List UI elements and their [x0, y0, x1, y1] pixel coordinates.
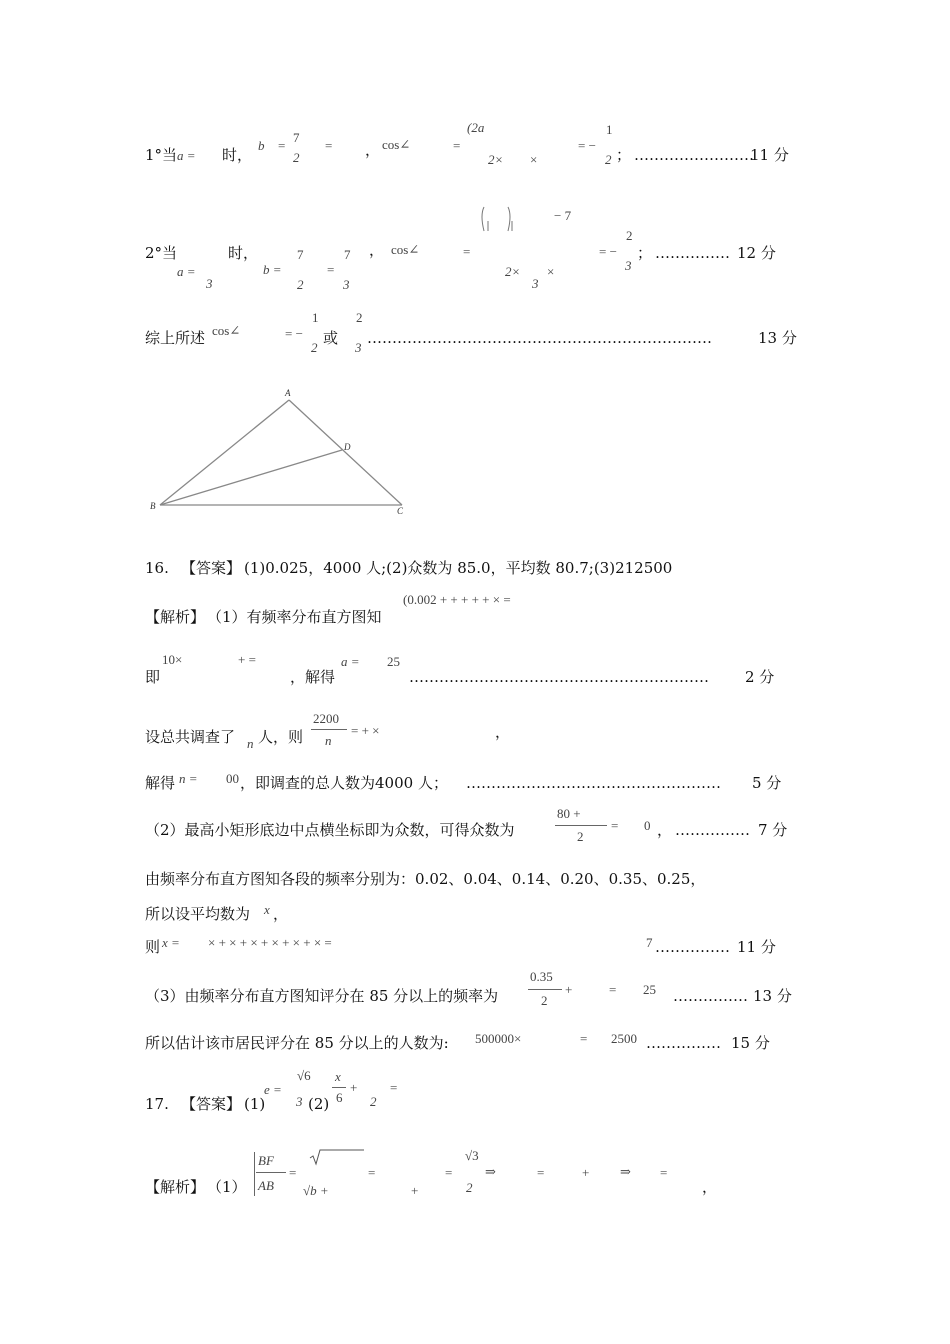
q17-three: 3	[296, 1094, 303, 1109]
q16-score7: 7 分	[758, 821, 788, 839]
case1-a-eq: a =	[177, 148, 196, 163]
q17-bf: BF	[258, 1153, 274, 1168]
q17-x-num: x	[335, 1069, 341, 1084]
q16-analysis-label: 【解析】	[145, 608, 206, 626]
q16-n-eq: n =	[179, 771, 198, 786]
case2-eq: =	[327, 262, 335, 277]
q16-est-eq: =	[580, 1031, 588, 1046]
q17-ab: AB	[258, 1178, 274, 1193]
edge-bd	[160, 450, 342, 505]
q17-x-frac-bar	[332, 1087, 346, 1088]
q16-p3-den: 2	[541, 993, 548, 1008]
case2-seven: 7	[297, 247, 304, 262]
q16-ze: 则	[145, 938, 161, 956]
q17-plus: +	[350, 1080, 358, 1095]
q17-imp2: ⇒	[620, 1164, 631, 1179]
q17-imp: ⇒	[485, 1164, 496, 1179]
q16-total-text: ，即调查的总人数为4000 人；	[240, 774, 448, 792]
case1-den2: 2	[293, 150, 300, 165]
case2-semicolon: ；	[637, 244, 653, 262]
case1-cos: cos∠	[382, 137, 411, 152]
case2-minus7: − 7	[554, 208, 572, 223]
edge-ab	[160, 400, 289, 505]
q16-x-var: x	[264, 902, 270, 917]
q16-p3-val: 25	[643, 982, 656, 997]
q16-answer-label: 【答案】	[181, 559, 242, 577]
vertex-d-label: D	[344, 442, 351, 452]
case1-score: 11 分	[750, 146, 789, 164]
q16-dots11: ……………	[655, 938, 730, 956]
q17-two2: 2	[466, 1180, 473, 1195]
case1-eq3: =	[453, 138, 461, 153]
vertex-c-label: C	[397, 506, 404, 516]
q16-mean-text: 所以设平均数为	[145, 905, 251, 923]
q16-est-formula: 500000×	[475, 1031, 522, 1046]
q16-score15: 15 分	[731, 1034, 770, 1052]
q16-n-val: 00	[226, 771, 239, 786]
q16-p2-num: 80 +	[557, 806, 581, 821]
case2-seven2: 7	[344, 247, 351, 262]
q17-sqrt-top-icon	[309, 1148, 365, 1166]
case1-b: b	[258, 138, 265, 153]
q16-dots15: ……………	[646, 1034, 721, 1052]
q17-analysis-p: （1）	[207, 1178, 247, 1196]
q16-dots5: ……………………………………………	[466, 774, 721, 792]
q16-score11: 11 分	[737, 938, 776, 956]
q16-solve: ，解得	[290, 668, 336, 686]
q16-est-val: 2500	[611, 1031, 637, 1046]
q16-answer-text: (1)0.025，4000 人;(2)众数为 85.0，平均数 80.7;(3)212500	[244, 559, 673, 577]
q17-eq5: =	[660, 1165, 668, 1180]
q16-p2-eq: =	[611, 818, 619, 833]
q16-score5: 5 分	[752, 774, 782, 792]
vertex-a-label: A	[285, 388, 291, 398]
case1-eq2: =	[325, 138, 333, 153]
q16-formula2-plus: + =	[238, 652, 256, 667]
case2-times: ×	[547, 264, 555, 279]
case2-comma: ，	[369, 241, 385, 259]
q16-a-val: 25	[387, 654, 400, 669]
case2-three2: 3	[343, 277, 350, 292]
q16-dots13: ……………	[673, 987, 748, 1005]
case2-two: 2	[297, 277, 304, 292]
case2-eq2: =	[463, 244, 471, 259]
vertex-b-label: B	[150, 501, 156, 511]
summary-label: 综上所述	[145, 329, 206, 347]
q17-plus2: +	[411, 1183, 419, 1198]
q16-ren-ze: 人，则	[258, 728, 304, 746]
q17-p2: (2)	[308, 1095, 330, 1113]
summary-one: 1	[312, 310, 319, 325]
q17-eq: =	[390, 1080, 398, 1095]
case2-b-eq: b =	[263, 262, 282, 277]
q17-eq1: =	[289, 1165, 297, 1180]
summary-cos: cos∠	[212, 323, 241, 338]
case2-score: 12 分	[737, 244, 776, 262]
case2-two-times: 2×	[505, 264, 521, 279]
case1-dots: ……………………	[634, 146, 754, 164]
q16-frac-den: n	[325, 733, 332, 748]
q16-number: 16.	[145, 559, 169, 577]
q16-dots7: ……………	[675, 821, 750, 839]
q17-plus3: +	[582, 1165, 590, 1180]
q17-number: 17.	[145, 1095, 169, 1113]
case1-eq: =	[278, 138, 286, 153]
q16-p3-num: 0.35	[530, 969, 553, 984]
q16-n: n	[247, 736, 254, 751]
q16-p2-val: 0	[644, 818, 651, 833]
case1-num7: 7	[293, 130, 300, 145]
case2-paren-marks	[474, 203, 524, 233]
q17-end-comma: ，	[702, 1178, 718, 1196]
case1-two: 2	[605, 152, 612, 167]
q16-freq-text: 由频率分布直方图知各段的频率分别为：0.02、0.04、0.14、0.20、0.35、0.25，	[145, 870, 706, 888]
q17-eq4: =	[537, 1165, 545, 1180]
case1-when: 时，	[222, 146, 253, 164]
q16-p3-frac-bar	[528, 989, 562, 990]
q16-est-text: 所以估计该市居民评分在 85 分以上的人数为:	[145, 1034, 449, 1052]
q16-frac-num: 2200	[313, 711, 339, 726]
q16-analysis-intro: （1）有频率分布直方图知	[207, 608, 382, 626]
summary-or: 或	[323, 329, 339, 347]
case1-eq4: = −	[578, 138, 596, 153]
summary-dots: ……………………………………………………………	[367, 329, 712, 347]
q17-bf-frac-bar	[256, 1172, 286, 1173]
q16-mean-comma: ，	[273, 905, 289, 923]
q17-eq3: =	[445, 1165, 453, 1180]
case2-three4: 3	[625, 258, 632, 273]
case2-label: 2°当	[145, 244, 178, 262]
q16-eq-part: = + ×	[351, 723, 380, 738]
q16-p3-eq: =	[609, 982, 617, 997]
q16-jiede: 解得	[145, 774, 176, 792]
case2-three3: 3	[532, 276, 539, 291]
summary-score: 13 分	[758, 329, 797, 347]
q16-a-eq: a =	[341, 654, 360, 669]
q17-abs-bar-left	[254, 1152, 255, 1196]
summary-two: 2	[311, 340, 318, 355]
q17-sqrt3: √3	[465, 1148, 479, 1163]
summary-frac-top: 2	[356, 310, 363, 325]
q16-formula2-left: 10×	[162, 652, 183, 667]
case2-eq3: = −	[599, 244, 617, 259]
q17-analysis-label: 【解析】	[145, 1178, 206, 1196]
case1-semicolon: ；	[616, 146, 632, 164]
triangle-figure	[140, 380, 420, 520]
case1-comma: ，	[365, 141, 381, 159]
q17-sqrt6: √6	[297, 1068, 311, 1083]
q16-score2: 2 分	[745, 668, 775, 686]
q17-six: 6	[336, 1090, 343, 1105]
q16-score13: 13 分	[753, 987, 792, 1005]
q17-sqrt-b: √b +	[303, 1183, 329, 1198]
q16-p2-comma: ，	[657, 821, 673, 839]
summary-frac-bot: 3	[355, 340, 362, 355]
case2-dots: ……………	[655, 244, 730, 262]
q16-p2-text: （2）最高小矩形底边中点横坐标即为众数，可得众数为	[145, 821, 515, 839]
case2-cos: cos∠	[391, 242, 420, 257]
q16-dots2: ……………………………………………………	[409, 668, 709, 686]
q16-x-eq: x =	[162, 935, 180, 950]
q17-answer-label: 【答案】	[181, 1095, 242, 1113]
q16-p3-plus: +	[565, 982, 573, 997]
q16-mean-val: 7	[646, 935, 653, 950]
q17-e-eq: e =	[264, 1082, 282, 1097]
case1-frag-top: (2a	[467, 120, 485, 135]
case2-three: 3	[206, 276, 213, 291]
q16-p2-den: 2	[577, 829, 584, 844]
summary-eq: = −	[285, 326, 303, 341]
edge-ac	[289, 400, 402, 505]
case1-frag-mid: 2×	[488, 152, 504, 167]
q17-eq2: =	[368, 1165, 376, 1180]
case2-when: 时，	[228, 244, 259, 262]
q16-frac-bar	[311, 729, 347, 730]
case1-one: 1	[606, 122, 613, 137]
q16-ji: 即	[145, 668, 161, 686]
q16-comma: ，	[495, 723, 511, 741]
q17-two: 2	[370, 1094, 377, 1109]
q16-survey-text: 设总共调查了	[145, 728, 236, 746]
q16-p3-text: （3）由频率分布直方图知评分在 85 分以上的频率为	[145, 987, 499, 1005]
q16-mean-formula: × + × + × + × + × + × =	[208, 935, 332, 950]
case2-a-eq: a =	[177, 264, 196, 279]
case2-two2: 2	[626, 228, 633, 243]
case1-times: ×	[530, 152, 538, 167]
case1-label: 1°当	[145, 146, 178, 164]
q16-formula1: (0.002 + + + + + × =	[403, 592, 511, 607]
q17-p1: (1)	[244, 1095, 266, 1113]
q16-p2-frac-bar	[555, 825, 607, 826]
